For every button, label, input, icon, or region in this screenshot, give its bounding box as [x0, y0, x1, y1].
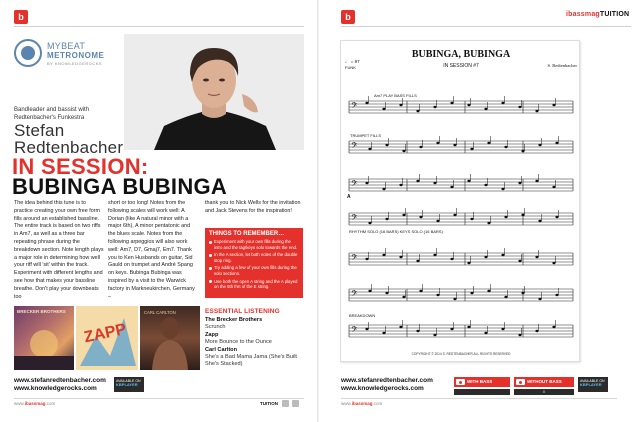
- record-icon: [516, 379, 525, 385]
- sheet-music: [340, 40, 580, 362]
- footer-rule: [341, 398, 617, 399]
- with-bass-label: WITH BASS: [467, 379, 493, 384]
- svg-text:𝄢: 𝄢: [351, 142, 358, 153]
- footer-rule: [14, 398, 304, 399]
- sheet-label: A: [347, 194, 351, 200]
- essential-listening: [205, 308, 305, 369]
- header-tag: [566, 11, 629, 18]
- header-section: TUITION: [599, 11, 630, 18]
- kb-available-label: AVAILABLE ON: [580, 379, 605, 383]
- sheet-title: BUBINGA, BUBINGA: [411, 49, 511, 60]
- sheet-tempo: ♩ = 97: [345, 59, 360, 64]
- metronome-byline: BY KNOWLEDGEROCKS: [47, 61, 103, 66]
- metronome-app-badge[interactable]: [14, 35, 104, 75]
- facebook-icon[interactable]: [292, 400, 299, 407]
- header-rule: [14, 26, 304, 27]
- remember-list: [209, 239, 299, 290]
- things-to-remember-box: [205, 228, 303, 298]
- folio-com: .com: [372, 401, 383, 406]
- url-stefanredtenbacher[interactable]: www.stefanredtenbacher.com: [341, 377, 433, 384]
- listening-album: She's a Bad Mama Jama (She's Built She's Stacked): [205, 354, 297, 367]
- left-page: [0, 0, 318, 422]
- with-bass-button[interactable]: [454, 377, 510, 387]
- remember-title: THINGS TO REMEMBER…: [209, 231, 285, 237]
- staff: [349, 174, 573, 191]
- svg-text:𝄢: 𝄢: [351, 180, 358, 191]
- listening-album: Scrunch: [205, 324, 226, 330]
- listening-title: ESSENTIAL LISTENING: [205, 308, 280, 315]
- kb-available-label: AVAILABLE ON: [116, 379, 141, 383]
- staff: [349, 136, 573, 153]
- header-rule: [341, 26, 631, 27]
- album-art: [14, 306, 74, 370]
- footer-urls-right: [341, 377, 433, 393]
- album-cover-zapp: [76, 306, 138, 370]
- record-icon: [456, 379, 465, 385]
- svg-text:𝄢: 𝄢: [351, 254, 358, 265]
- remember-item: In the A section, let both notes of the double stop ring.: [209, 252, 299, 263]
- svg-text:𝄢: 𝄢: [351, 326, 358, 337]
- folio-section: TUITION: [260, 401, 278, 406]
- listening-artist: The Brecker Brothers: [205, 317, 263, 323]
- sheet-composer: S. Redtenbacher: [547, 63, 577, 68]
- with-bass-player[interactable]: [454, 389, 510, 395]
- listening-entry: [205, 332, 305, 346]
- sheet-copyright: COPYRIGHT © 2014 S. REDTENBACHER ALL RIGHTS RESERVED: [411, 352, 511, 356]
- header-mag-name: ibassmag: [566, 11, 600, 18]
- svg-text:𝄢: 𝄢: [351, 214, 358, 225]
- artist-first-name: Stefan: [14, 121, 65, 140]
- folio-www: www.: [341, 401, 352, 406]
- folio-right: [341, 401, 382, 406]
- album-art: [76, 306, 138, 370]
- listening-artist: Zapp: [205, 332, 219, 338]
- without-bass-player[interactable]: II: [514, 389, 574, 395]
- without-bass-button[interactable]: [514, 377, 574, 387]
- listening-entry: [205, 347, 305, 368]
- headline-in-session: IN SESSION:: [12, 154, 149, 179]
- sheet-label: BREAKDOWN: [349, 313, 376, 318]
- kb-brand-label: KBPLAYER: [116, 382, 138, 387]
- album-cover-carl-carlton: [140, 306, 200, 370]
- remember-item: Try adding a few of your own fills during the solo sections.: [209, 265, 299, 276]
- kbplayer-badge[interactable]: [114, 377, 144, 392]
- staves: [349, 96, 573, 337]
- url-stefanredtenbacher[interactable]: www.stefanredtenbacher.com: [14, 377, 106, 384]
- staff: [349, 320, 573, 337]
- album-art: [140, 306, 200, 370]
- headline-title: BUBINGA BUBINGA: [12, 174, 228, 199]
- album-cover-text: BRECKER BROTHERS: [17, 309, 66, 314]
- folio-mag: ibassmag: [351, 401, 373, 406]
- remember-item: Use both the open A string and the A played on the 5th fret of the E string.: [209, 279, 299, 290]
- twitter-icon[interactable]: [282, 400, 289, 407]
- metronome-title: MYBEAT: [47, 41, 86, 51]
- sheet-label: RHYTHM SOLO (16 BARS) KEYS SOLO (16 BARS): [349, 229, 443, 234]
- folio-com: .com: [45, 401, 56, 406]
- notation: [341, 41, 581, 363]
- url-knowledgerocks[interactable]: www.knowledgerocks.com: [341, 385, 424, 392]
- folio-www: www.: [14, 401, 25, 406]
- listening-entry: [205, 317, 305, 331]
- folio-mag: ibassmag: [24, 401, 46, 406]
- metronome-icon: [14, 39, 42, 67]
- footer-urls: [14, 377, 106, 393]
- album-cover-brecker-brothers: [14, 306, 74, 370]
- ibassmag-logo: b: [14, 10, 28, 24]
- staff: [349, 96, 573, 113]
- without-bass-label: WITHOUT BASS: [527, 379, 562, 384]
- kbplayer-badge[interactable]: [578, 377, 608, 392]
- ibassmag-logo: b: [341, 10, 355, 24]
- svg-text:𝄢: 𝄢: [351, 102, 358, 113]
- article-column-3: thank you to Nick Wells for the invitation and Jack Stevens for the inspiration!: [205, 200, 301, 214]
- staff: [349, 208, 573, 225]
- sheet-label: TRUMPET FILLS: [350, 133, 382, 138]
- sheet-style: FUNK: [345, 65, 356, 70]
- metronome-subtitle: METRONOME: [47, 51, 105, 60]
- album-covers: [14, 306, 202, 370]
- staff: [349, 284, 573, 301]
- staff: [349, 248, 573, 265]
- artist-last-name: Redtenbacher: [14, 138, 124, 157]
- kb-brand-label: KBPLAYER: [580, 382, 602, 387]
- portrait-image: [124, 34, 304, 150]
- article-column-1: The idea behind this tune is to practice creating your own free form fills around an established bassline. The entire track is based on two riffs in Am7, as well as a three bar repeating phrase during the breakdown section. Note length plays a major role in determining how well your riff will 'sit' within the track. Experiment with different lengths and see how that makes your bassline breathe. Don't play your downbeats too: [14, 200, 104, 300]
- folio-left: [14, 401, 55, 406]
- album-cover-text: CARL CARLTON: [144, 310, 176, 315]
- artist-portrait: [124, 34, 304, 150]
- sheet-subtitle: IN SESSION #7: [443, 63, 479, 69]
- artist-intro: Bandleader and bassist with Redtenbacher's Funkestra: [14, 107, 90, 121]
- article-column-2: short or too long! Notes from the following scales will work well: A Dorian (like A natural minor with a major 6th), A minor pentatonic and the blues scale. Notes from the following arpeggios will also work well: Am7, D7, Gmaj7, Em7. Thank you to Ken Husbands on guitar, Sid Gauld on trumpet and André Spang on keys. Bubinga Bubinga was inspired by a visit to the Warwick factory in Markneukirchen, Germany –: [108, 200, 195, 300]
- artist-name: [14, 122, 123, 156]
- listening-artist: Carl Carlton: [205, 347, 238, 353]
- svg-text:𝄢: 𝄢: [351, 290, 358, 301]
- listening-album: More Bounce to the Ounce: [205, 339, 272, 345]
- sheet-label: Am7 PLAY BASS FILLS: [374, 93, 417, 98]
- remember-item: Experiment with your own fills during the intro and the tag/keys solo towards the end.: [209, 239, 299, 250]
- album-cover-text: ZAPP: [82, 320, 128, 347]
- url-knowledgerocks[interactable]: www.knowledgerocks.com: [14, 385, 97, 392]
